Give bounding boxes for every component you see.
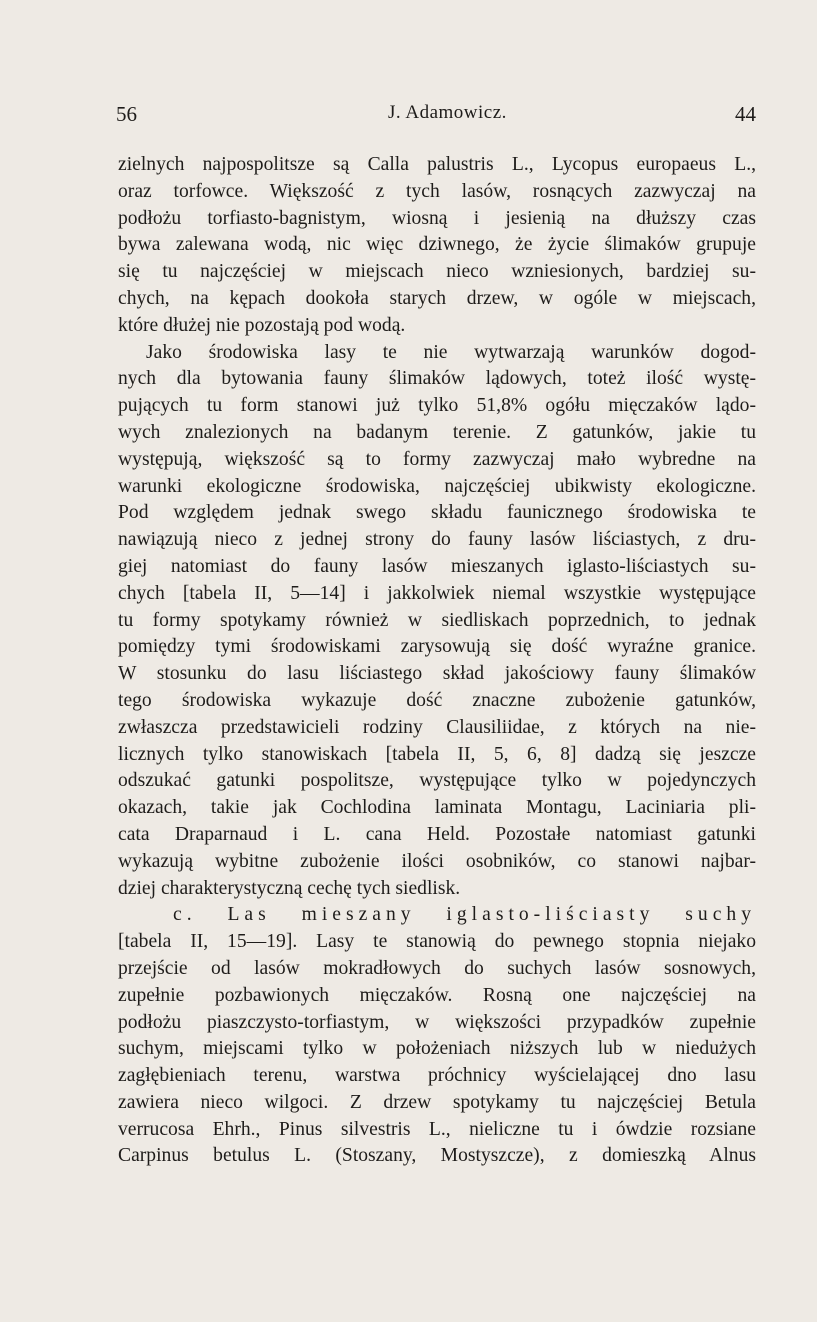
text-line: zawiera nieco wilgoci. Z drzew spotykamy tu najczęściej Betula [118,1091,756,1113]
text-line: podłożu piaszczysto-torfiastym, w większości przypadków zupełnie [118,1011,756,1033]
original-page-number: 44 [735,102,756,126]
text-line: Carpinus betulus L. (Stoszany, Mostyszcze), z domieszką Alnus [118,1145,756,1167]
text-line: dziej charakterystyczną cechę tych siedlisk. [118,877,461,899]
text-line: przejście od lasów mokradłowych do suchych lasów sosnowych, [118,957,756,979]
text-line: występują, większość są to formy zazwyczaj mało wybredne na [118,448,756,470]
text-line: licznych tylko stanowiskach [tabela II, 5, 6, 8] dadzą się jeszcze [118,743,756,765]
text-line: wykazują wybitne zubożenie ilości osobników, co stanowi najbar- [118,850,756,872]
text-line: Jako środowiska lasy te nie wytwarzają warunków dogod- [146,341,756,363]
text-line: oraz torfowce. Większość z tych lasów, rosnących zazwyczaj na [118,180,756,202]
text-line: suchym, miejscami tylko w położeniach niższych lub w niedużych [118,1038,756,1060]
text-line: zagłębieniach terenu, warstwa próchnicy wyścielającej dno lasu [118,1065,756,1087]
page-number: 56 [116,102,137,126]
text-line: cata Draparnaud i L. cana Held. Pozostałe natomiast gatunki [118,823,756,845]
text-line: pujących tu form stanowi już tylko 51,8% ogółu mięczaków lądo- [118,395,756,417]
text-line: chych [tabela II, 5—14] i jakkolwiek niemal wszystkie występujące [118,582,756,604]
text-line: warunki ekologiczne środowiska, najczęściej ubikwisty ekologiczne. [118,475,756,497]
text-line: okazach, takie jak Cochlodina laminata Montagu, Laciniaria pli- [118,797,756,819]
text-line: Pod względem jednak swego składu faunicznego środowiska te [118,502,756,524]
text-line: verrucosa Ehrh., Pinus silvestris L., nieliczne tu i ówdzie rozsiane [118,1118,756,1140]
text-line: W stosunku do lasu liściastego skład jakościowy fauny ślimaków [118,663,756,685]
text-line: giej natomiast do fauny lasów mieszanych iglasto-liściastych su- [118,555,756,577]
section-heading: c. Las mieszany iglasto-liściasty suchy [173,904,756,926]
text-line: odszukać gatunki pospolitsze, występujące tylko w pojedynczych [118,770,756,792]
text-line: chych, na kępach dookoła starych drzew, w ogóle w miejscach, [118,287,756,309]
text-line: się tu najczęściej w miejscach nieco wzniesionych, bardziej su- [118,261,756,283]
running-head-author: J. Adamowicz. [388,102,507,123]
text-line: zupełnie pozbawionych mięczaków. Rosną one najczęściej na [118,984,756,1006]
text-line: zielnych najpospolitsze są Calla palustris L., Lycopus europaeus L., [118,154,756,175]
text-line: nych dla bytowania fauny ślimaków lądowych, toteż ilość wystę- [118,368,756,390]
text-line: wych znalezionych na badanym terenie. Z gatunków, jakie tu [118,421,756,443]
text-line: tego środowiska wykazuje dość znaczne zubożenie gatunków, [118,689,756,711]
body-text [118,152,756,1170]
text-line: podłożu torfiasto-bagnistym, wiosną i jesienią na dłuższy czas [118,207,756,229]
text-line: nawiązują nieco z jednej strony do fauny lasów liściastych, z dru- [118,529,756,551]
text-line: które dłużej nie pozostają pod wodą. [118,314,406,336]
text-line: [tabela II, 15—19]. Lasy te stanowią do pewnego stopnia niejako [118,931,756,953]
text-line: tu formy spotykamy również w siedliskach poprzednich, to jednak [118,609,756,631]
running-header [116,102,756,132]
text-line: pomiędzy tymi środowiskami zarysowują się dość wyraźne granice. [118,636,756,658]
text-line: bywa zalewana wodą, nic więc dziwnego, że życie ślimaków grupuje [118,234,756,256]
text-line: zwłaszcza przedstawicieli rodziny Clausiliidae, z których na nie- [118,716,756,738]
